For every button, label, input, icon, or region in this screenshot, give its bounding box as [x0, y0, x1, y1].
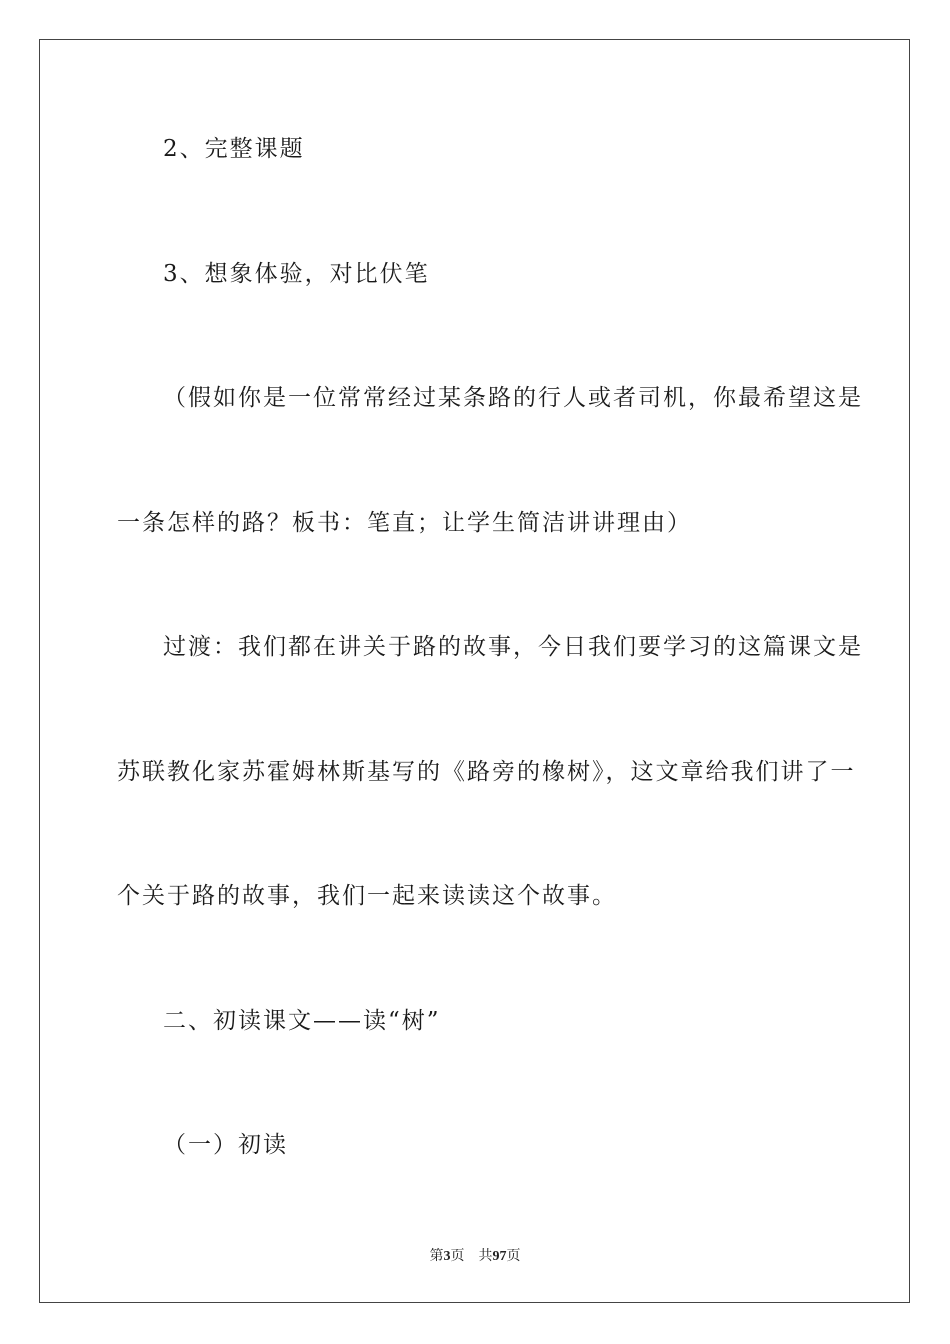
- text-line-2: 3、想象体验，对比伏笔: [163, 261, 430, 287]
- section-heading: 二、初读课文——读“树”: [163, 1008, 441, 1034]
- footer-page-number: 3: [443, 1249, 451, 1264]
- footer-total-number: 97: [492, 1249, 507, 1264]
- subsection-heading: （一）初读: [163, 1132, 288, 1158]
- text-line-7: 个关于路的故事，我们一起来读读这个故事。: [117, 883, 617, 909]
- footer-page-prefix: 第: [429, 1249, 444, 1264]
- text-line-3: （假如你是一位常常经过某条路的行人或者司机，你最希望这是: [163, 385, 863, 411]
- page-footer: [0, 1247, 950, 1267]
- text-line-6: 苏联教化家苏霍姆林斯基写的《路旁的橡树》，这文章给我们讲了一: [117, 759, 856, 785]
- text-line-4: 一条怎样的路？板书：笔直；让学生简洁讲讲理由）: [117, 510, 692, 536]
- footer-total-suffix: 页: [506, 1249, 521, 1264]
- footer-total-prefix: 共: [478, 1249, 493, 1264]
- footer-page-suffix: 页: [450, 1249, 465, 1264]
- text-line-5: 过渡：我们都在讲关于路的故事，今日我们要学习的这篇课文是: [163, 634, 863, 660]
- page-border: [39, 39, 910, 1303]
- text-line-1: 2、完整课题: [163, 136, 305, 162]
